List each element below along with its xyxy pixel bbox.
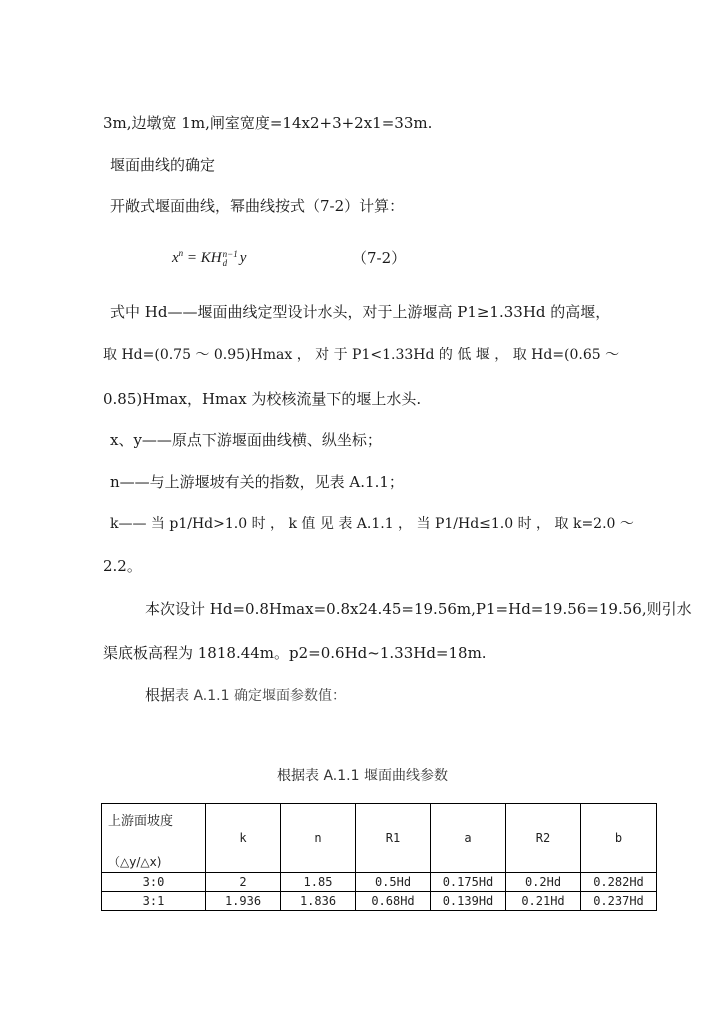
paragraph-3: 开敞式堰面曲线，幂曲线按式（7-2）计算： <box>110 197 405 215</box>
cell-r1: 0.68Hd <box>356 892 431 911</box>
formula-kh: KH <box>200 250 222 266</box>
cell-k: 1.936 <box>206 892 281 911</box>
header-r1: R1 <box>356 804 431 873</box>
section-heading: 堰面曲线的确定 <box>110 156 216 174</box>
header-n: n <box>281 804 356 873</box>
header-r2: R2 <box>506 804 581 873</box>
table-header-row <box>102 804 657 873</box>
cell-a: 0.139Hd <box>431 892 506 911</box>
formula-y: y <box>239 250 247 266</box>
header-k: k <box>206 804 281 873</box>
formula-n-exp: n <box>178 248 184 258</box>
table-row <box>102 873 657 892</box>
cell-slope: 3:0 <box>102 873 206 892</box>
paragraph-9: k—— 当 p1/Hd>1.0 时 ， k 值 见 表 A.1.1 ， 当 P1/Hd≤1.0 时 ， 取 k=2.0 ～ <box>110 516 634 532</box>
paragraph-12: 渠底板高程为 1818.44m。p2=0.6Hd~1.33Hd=18m. <box>103 644 487 662</box>
cell-r1: 0.5Hd <box>356 873 431 892</box>
cell-n: 1.85 <box>281 873 356 892</box>
paragraph-10: 2.2。 <box>103 557 142 575</box>
table-caption <box>0 766 725 786</box>
cell-r2: 0.21Hd <box>506 892 581 911</box>
formula-x: x <box>172 250 179 266</box>
table-row <box>102 892 657 911</box>
formula-number: （7-2） <box>352 249 407 267</box>
formula-sub: d <box>222 257 228 268</box>
cell-a: 0.175Hd <box>431 873 506 892</box>
cell-b: 0.237Hd <box>581 892 657 911</box>
table-caption-rest: 表 A.1.1 堰面曲线参数 <box>305 768 448 784</box>
header-b: b <box>581 804 657 873</box>
paragraph-4: 式中 Hd——堰面曲线定型设计水头，对于上游堰高 P1≥1.33Hd 的高堰， <box>110 303 611 321</box>
paragraph-6: 0.85)Hmax，Hmax 为校核流量下的堰上水头. <box>103 390 422 408</box>
formula-7-2 <box>172 243 246 268</box>
header-slope-line1: 上游面坡度 <box>108 814 174 829</box>
weir-parameter-table <box>101 803 657 911</box>
cell-n: 1.836 <box>281 892 356 911</box>
paragraph-13-lead: 根据 <box>145 686 176 704</box>
paragraph-11: 本次设计 Hd=0.8Hmax=0.8x24.45=19.56m,P1=Hd=19.56=19.56,则引水 <box>145 600 692 618</box>
paragraph-13-rest: 表 A.1.1 确定堰面参数值： <box>175 688 346 704</box>
paragraph-7: x、y——原点下游堰面曲线横、纵坐标； <box>110 431 382 449</box>
paragraph-1: 3m,边墩宽 1m,闸室宽度=14x2+3+2x1=33m. <box>103 114 433 132</box>
cell-r2: 0.2Hd <box>506 873 581 892</box>
formula-exp: n−1 <box>222 248 238 259</box>
header-slope-line2: （△y/△x) <box>108 855 162 869</box>
cell-b: 0.282Hd <box>581 873 657 892</box>
paragraph-5: 取 Hd=(0.75 ～ 0.95)Hmax ， 对 于 P1<1.33Hd 的 低 堰 ， 取 Hd=(0.65 ～ <box>103 347 620 363</box>
formula-eq: = <box>183 250 201 266</box>
cell-k: 2 <box>206 873 281 892</box>
header-a: a <box>431 804 506 873</box>
paragraph-13 <box>145 685 346 706</box>
header-slope <box>102 804 206 873</box>
cell-slope: 3:1 <box>102 892 206 911</box>
table-caption-lead: 根据 <box>277 768 306 784</box>
paragraph-8: n——与上游堰坡有关的指数，见表 A.1.1； <box>110 473 404 491</box>
